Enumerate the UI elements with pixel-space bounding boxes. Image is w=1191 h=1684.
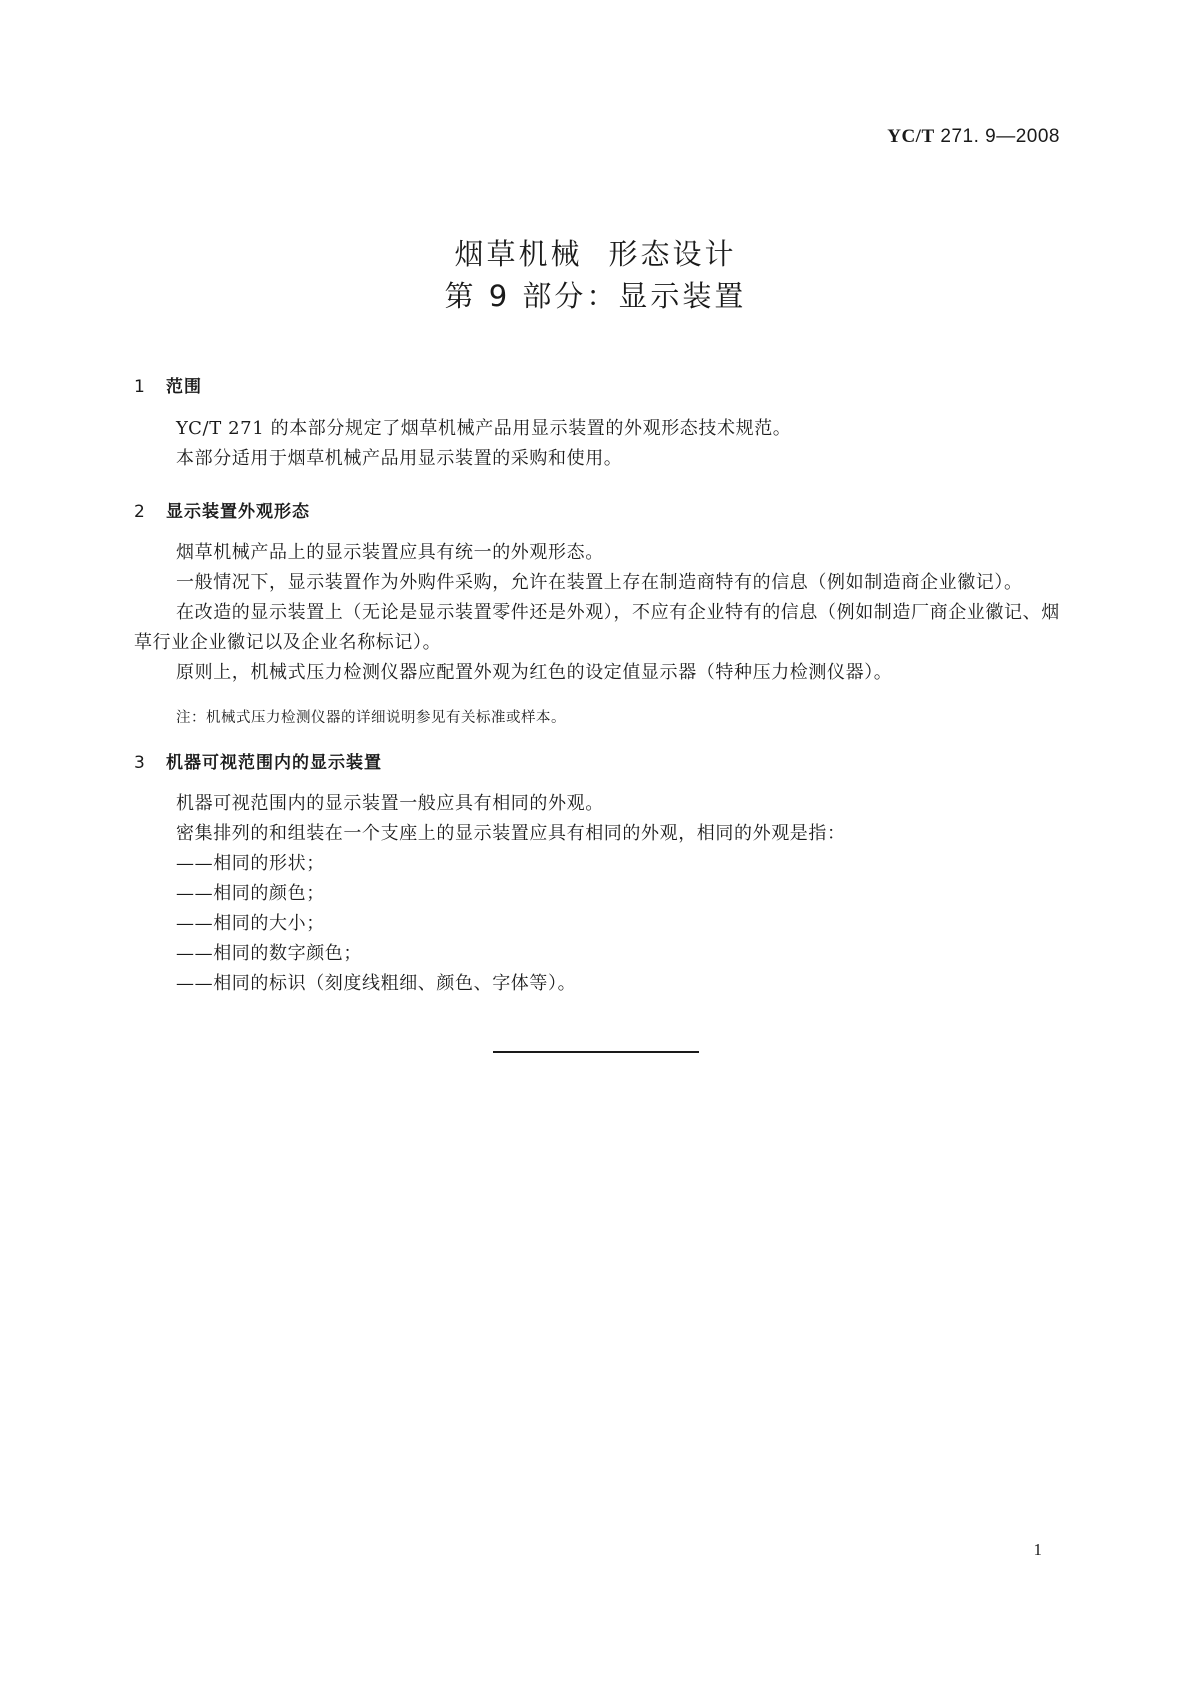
paragraph: 一般情况下，显示装置作为外购件采购，允许在装置上存在制造商特有的信息（例如制造商企业徽记）。 — [176, 572, 1023, 593]
title-part-1: 烟草机械 — [454, 237, 583, 271]
paragraph: 机器可视范围内的显示装置一般应具有相同的外观。 — [176, 793, 604, 814]
note: 注：机械式压力检测仪器的详细说明参见有关标准或样本。 — [176, 710, 566, 726]
document-title-line-2: 第 9 部分：显示装置 — [444, 279, 747, 313]
section-2-heading — [134, 497, 310, 522]
document-title-line-1 — [0, 232, 1191, 273]
list-item: ——相同的颜色； — [176, 883, 325, 904]
section-3-heading — [134, 748, 382, 773]
section-1-body — [134, 414, 1064, 474]
end-of-document-rule — [493, 1051, 699, 1053]
paragraph: 密集排列的和组装在一个支座上的显示装置应具有相同的外观，相同的外观是指： — [176, 823, 846, 844]
section-title: 范围 — [166, 377, 202, 397]
standard-code — [887, 126, 1060, 148]
paragraph: 本部分适用于烟草机械产品用显示装置的采购和使用。 — [176, 448, 623, 469]
section-title: 机器可视范围内的显示装置 — [166, 753, 382, 773]
section-1-heading — [134, 372, 202, 397]
list-item: ——相同的数字颜色； — [176, 943, 362, 964]
list-item: ——相同的标识（刻度线粗细、颜色、字体等）。 — [176, 973, 577, 994]
title-part-2: 形态设计 — [608, 237, 737, 271]
standard-prefix: YC/T — [887, 126, 935, 147]
list-item: ——相同的大小； — [176, 913, 325, 934]
standard-number: 271. 9—2008 — [934, 126, 1060, 147]
section-number: 3 — [134, 753, 146, 773]
paragraph: 在改造的显示装置上（无论是显示装置零件还是外观），不应有企业特有的信息（例如制造厂商企业徽记、烟草行业企业徽记以及企业名称标记）。 — [134, 602, 1060, 653]
paragraph: YC/T 271 的本部分规定了烟草机械产品用显示装置的外观形态技术规范。 — [176, 418, 792, 439]
paragraph: 烟草机械产品上的显示装置应具有统一的外观形态。 — [176, 542, 604, 563]
page-number: 1 — [1033, 1540, 1042, 1559]
section-number: 1 — [134, 377, 146, 397]
section-3-body — [134, 789, 1064, 999]
list-item: ——相同的形状； — [176, 853, 325, 874]
section-2-body — [134, 538, 1064, 688]
section-number: 2 — [134, 502, 146, 522]
section-title: 显示装置外观形态 — [166, 502, 310, 522]
paragraph: 原则上，机械式压力检测仪器应配置外观为红色的设定值显示器（特种压力检测仪器）。 — [176, 662, 893, 683]
